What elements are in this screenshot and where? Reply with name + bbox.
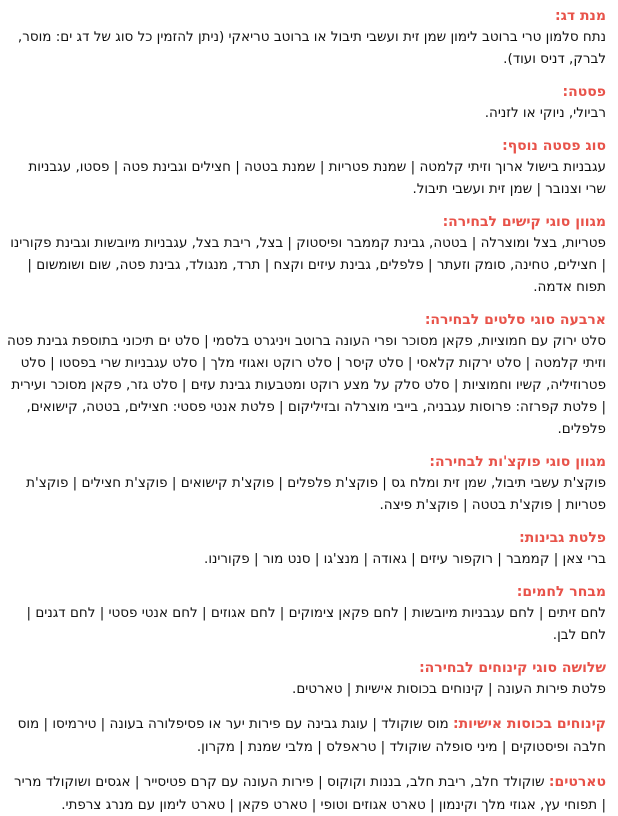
menu-section [6,658,606,700]
menu-section [6,582,606,646]
menu-section [6,82,606,124]
section-text: פוקצ'ת עשבי תיבול, שמן זית ומלח גס | פוקצ'ת פלפלים | פוקצ'ת קישואים | פוקצ'ת חצילים | פוקצ'ת פטריות | פוקצ'ת בטטה | פוקצ'ת פיצה. [26,475,606,513]
menu-section [6,136,606,200]
section-text: מוס שוקולד | עוגת גבינה עם פירות יער או פסיפלורה בעונה | טירמיסו | מוס חלבה ופיסטוקים | מיני סופלה שוקולד | טראפלס | מלבי שמנת | מקרון. [17,716,606,755]
section-title: מבחר לחמים: [516,584,606,600]
section-text: ברי צאן | קממבר | רוקפור עיזים | גאודה | מנצ'גו | סנט מור | פקורינו. [204,551,606,567]
menu-section [6,528,606,570]
section-title: שלושה סוגי קינוחים לבחירה: [419,660,606,676]
section-title: מגוון סוגי פוקצ'ות לבחירה: [429,454,606,470]
section-title: מנת דג: [555,8,606,24]
section-text: פטריות, בצל ומוצרלה | בטטה, גבינת קממבר ופיסטוק | בצל, ריבת בצל, עגבניות מיובשות וגבינת פקורינו | חצילים, טחינה, סומק וזעתר | פלפלים, גבינת עיזים וקצח | תרד, מנגולד, גבינת פטה, שום ושומשום | תפוח אדמה. [10,235,606,295]
menu-section [6,212,606,298]
menu-section-inline [6,770,606,816]
section-text: רביולי, ניוקי או לזניה. [484,105,606,121]
section-text: פלטת פירות העונה | קינוחים בכוסות אישיות | טארטים. [292,681,606,697]
section-title: מגוון סוגי קישים לבחירה: [442,214,606,230]
section-text: סלט ירוק עם חמוציות, פקאן מסוכר ופרי העונה ברוטב ויניגרט בלסמי | סלט ים תיכוני בתוספת גבינת פטה וזיתי קלמטה | סלט ירקות קלאסי | סלט קיסר | סלט רוקט ואגוזי מלך | סלט עגבניות שרי בפסטו | סלט פטרוזיליה, קשיו וחמוציות | סלט סלק על מצע רוקט ומטבעות גבינת עזים | סלט גזר, פקאן מסוכר ועירית | פלטת קפרזה: פרוסות עגבניה, בייבי מוצרלה ובזיליקום | פלטת אנטי פסטי: חצילים, בטטה, קישואים, פלפלים. [6,333,606,437]
section-text: עגבניות בישול ארוך וזיתי קלמטה | שמנת פטריות | שמנת בטטה | חצילים וגבינת פטה | פסטו, עגבניות שרי וצנובר | שמן זית ועשבי תיבול. [28,159,606,197]
section-title: סוג פסטה נוסף: [502,138,606,154]
section-text: לחם זיתים | לחם עגבניות מיובשות | לחם פקאן צימוקים | לחם אגוזים | לחם אנטי פסטי | לחם דגנים | לחם לבן. [26,605,606,643]
section-title: קינוחים בכוסות אישיות: [453,716,606,732]
menu-section [6,310,606,440]
section-title: טארטים: [548,774,606,790]
section-title: פסטה: [562,84,606,100]
section-title: ארבעה סוגי סלטים לבחירה: [424,312,606,328]
menu-section-inline [6,712,606,758]
menu-section [6,452,606,516]
menu-section [6,6,606,70]
section-text: נתח סלמון טרי ברוטב לימון שמן זית ועשבי תיבול או ברוטב טריאקי (ניתן להזמין כל סוג של דג ים: מוסר, לברק, דניס ועוד). [17,29,606,67]
section-title: פלטת גבינות: [519,530,606,546]
section-text: שוקולד חלב, ריבת חלב, בננות וקוקוס | פירות העונה עם קרם פטיסייר | אגסים ושוקולד מריר | תפוחי עץ, אגוזי מלך וקינמון | טארט אגוזים וטופי | טארט פקאן | טארט לימון עם מנרג צרפתי. [14,774,606,813]
